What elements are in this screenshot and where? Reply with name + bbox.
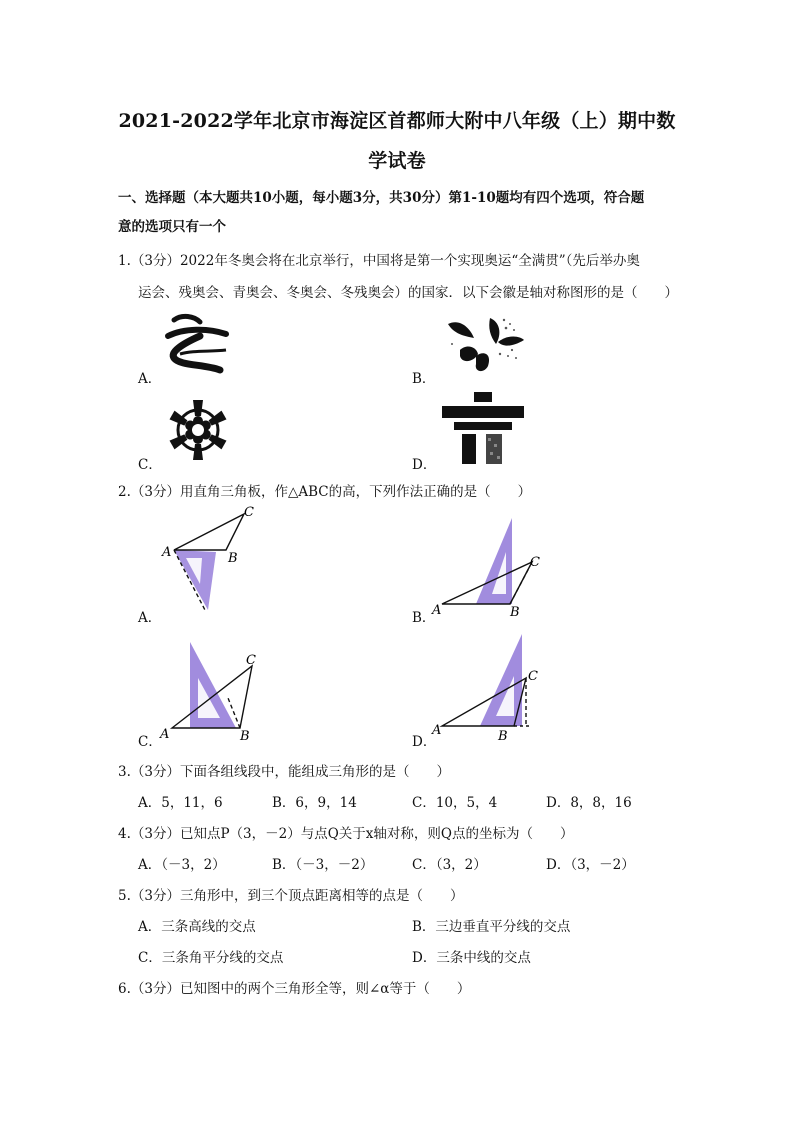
q4-option-a: A．（－3，2） bbox=[138, 857, 226, 873]
q5-option-b: B．三边垂直平分线的交点 bbox=[412, 919, 571, 935]
q3-option-a: A．5，11，6 bbox=[138, 795, 223, 811]
q5-option-d: D．三条中线的交点 bbox=[412, 950, 531, 966]
q2a-label-a: A bbox=[162, 545, 172, 560]
q2b-label-b: B bbox=[510, 605, 520, 620]
q2-option-b-label: B． bbox=[412, 610, 436, 626]
q1-stem-line2: 运会、残奥会、青奥会、冬奥会、冬残奥会）的国家．以下会徽是轴对称图形的是（ ） bbox=[138, 285, 678, 301]
q6-stem: 6.（3分）已知图中的两个三角形全等，则∠α等于（ ） bbox=[118, 981, 471, 997]
q4-option-c: C．（3，2） bbox=[412, 857, 487, 873]
q4-stem: 4.（3分）已知点P（3，－2）与点Q关于x轴对称，则Q点的坐标为（ ） bbox=[118, 826, 574, 842]
q2c-label-c: C bbox=[246, 653, 256, 668]
q2c-label-a: A bbox=[160, 727, 170, 742]
q3-stem: 3.（3分）下面各组线段中，能组成三角形的是（ ） bbox=[118, 764, 450, 780]
emblem-b-image bbox=[440, 310, 526, 380]
q2d-label-b: B bbox=[498, 729, 508, 742]
q1-stem-line1: 1.（3分）2022年冬奥会将在北京举行，中国将是第一个实现奥运“全满贯”（先后举办奥 bbox=[118, 253, 640, 269]
q2-option-c-label: C． bbox=[138, 734, 162, 750]
q2-figure-c bbox=[156, 636, 276, 744]
q2-figure-d bbox=[430, 630, 550, 742]
q5-stem: 5.（3分）三角形中，到三个顶点距离相等的点是（ ） bbox=[118, 888, 464, 904]
exam-title-line2: 学试卷 bbox=[368, 150, 426, 172]
q1-option-d-label: D． bbox=[412, 457, 437, 473]
emblem-d-image bbox=[440, 390, 526, 466]
q2-option-d-label: D． bbox=[412, 734, 437, 750]
emblem-a-image bbox=[160, 310, 232, 380]
q2-figure-a bbox=[156, 500, 266, 616]
emblem-c-image bbox=[164, 396, 232, 464]
section1-heading-line2: 意的选项只有一个 bbox=[118, 219, 226, 235]
section1-heading-line1: 一、选择题（本大题共10小题，每小题3分，共30分）第1-10题均有四个选项，符合题 bbox=[118, 190, 645, 206]
q4-option-b: B．（－3，－2） bbox=[272, 857, 374, 873]
q5-option-c: C．三条角平分线的交点 bbox=[138, 950, 284, 966]
q4-option-d: D．（3，－2） bbox=[546, 857, 635, 873]
exam-title-line1: 2021-2022学年北京市海淀区首都师大附中八年级（上）期中数 bbox=[118, 110, 676, 132]
q2b-label-a: A bbox=[432, 603, 442, 618]
q2-stem-line1: 2.（3分）用直角三角板，作△ABC的高，下列作法正确的是（ ） bbox=[118, 484, 532, 500]
q2b-label-c: C bbox=[530, 555, 540, 570]
q3-option-d: D．8，8，16 bbox=[546, 795, 632, 811]
q1-option-b-label: B． bbox=[412, 371, 436, 387]
q3-option-c: C．10，5，4 bbox=[412, 795, 498, 811]
q1-option-a-label: A． bbox=[138, 371, 162, 387]
q2a-label-c: C bbox=[244, 505, 254, 520]
q5-option-a: A．三条高线的交点 bbox=[138, 919, 256, 935]
q2-figure-b bbox=[430, 512, 550, 620]
q2-option-a-label: A． bbox=[138, 610, 162, 626]
q2c-label-b: B bbox=[240, 729, 250, 744]
q2d-label-c: C bbox=[528, 669, 538, 684]
q2d-label-a: A bbox=[432, 723, 442, 738]
q3-option-b: B．6，9，14 bbox=[272, 795, 357, 811]
q2a-label-b: B bbox=[228, 551, 238, 566]
q1-option-c-label: C． bbox=[138, 457, 162, 473]
